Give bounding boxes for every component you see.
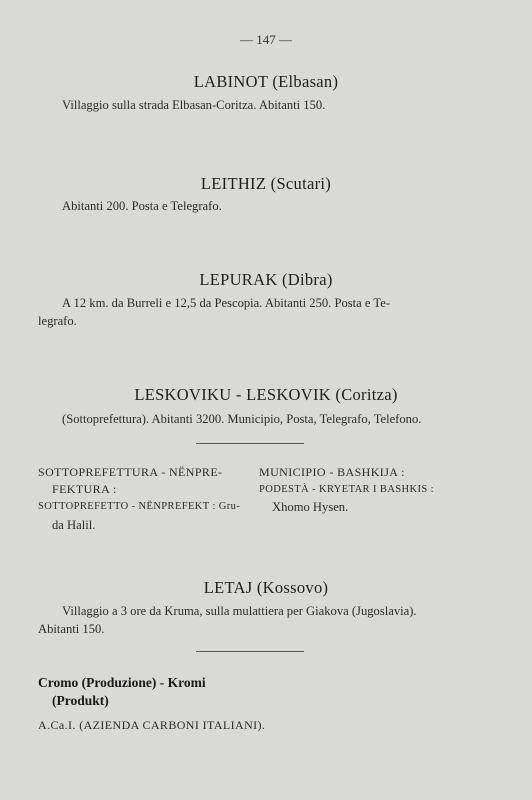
entry-text-letaj-line1: Villaggio a 3 ore da Kruma, sulla mulattiera per Giakova (Jugoslavia). (62, 604, 417, 618)
left-col-line1: SOTTOPREFETTURA - NËNPRE- (38, 465, 223, 479)
entry-text-lepurak-line1: A 12 km. da Burreli e 12,5 da Pescopia. Abitanti 250. Posta e Te- (62, 296, 391, 310)
entry-text-lepurak-line2: legrafo. (38, 314, 77, 328)
entry-title-leithiz: LEITHIZ (Scutari) (200, 174, 332, 193)
section-divider (196, 443, 304, 444)
left-col-line2: FEKTURA : (52, 482, 117, 496)
entry-title-letaj: LETAJ (Kossovo) (203, 578, 329, 597)
section-divider-2 (196, 651, 304, 652)
entry-title-leskoviku: LESKOVIKU - LESKOVIK (Coritza) (134, 385, 398, 404)
entry-text-leskoviku: (Sottoprefettura). Abitanti 3200. Municipio, Posta, Telegrafo, Telefono. (62, 412, 422, 426)
right-col-line1: MUNICIPIO - BASHKIJA : (259, 465, 405, 479)
entry-text-labinot: Villaggio sulla strada Elbasan-Coritza. Abitanti 150. (62, 98, 326, 112)
entry-text-leithiz: Abitanti 200. Posta e Telegrafo. (62, 199, 222, 213)
left-col-line3: SOTTOPREFETTO - NËNPREFEKT : Gru- (38, 501, 241, 512)
entry-title-labinot: LABINOT (Elbasan) (193, 72, 339, 91)
cromo-heading-line1: Cromo (Produzione) - Kromi (38, 675, 206, 690)
cromo-heading-line2: (Produkt) (52, 693, 109, 708)
entry-text-letaj-line2: Abitanti 150. (38, 622, 105, 636)
entry-title-lepurak: LEPURAK (Dibra) (199, 270, 333, 289)
right-col-line3: Xhomo Hysen. (272, 500, 349, 514)
right-col-line2: PODESTÀ - KRYETAR I BASHKIS : (259, 484, 434, 495)
left-col-line4: da Halil. (52, 518, 96, 532)
page-number: — 147 — (240, 32, 292, 47)
cromo-entry: A.Ca.I. (AZIENDA CARBONI ITALIANI). (38, 718, 266, 732)
